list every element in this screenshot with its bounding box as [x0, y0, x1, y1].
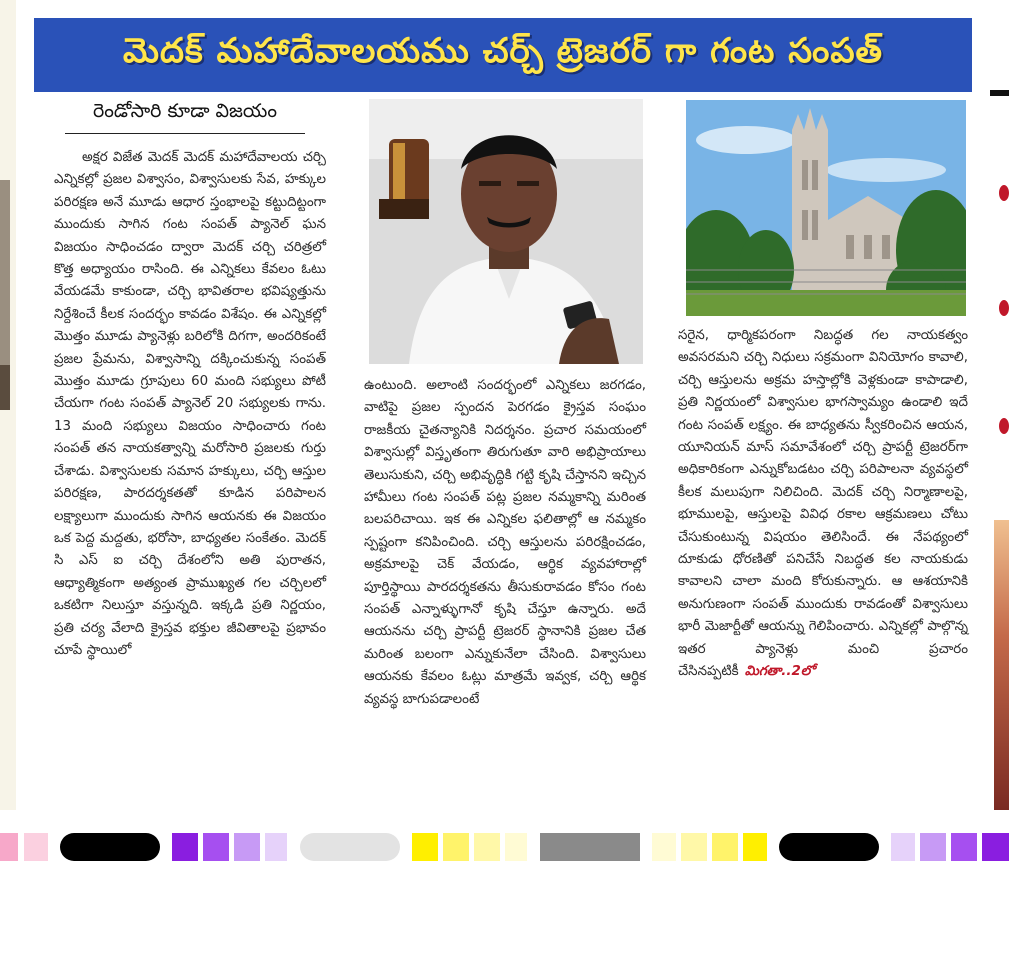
swatch — [779, 833, 879, 861]
swatch — [265, 833, 287, 861]
church-photo — [686, 100, 966, 316]
swatch — [982, 833, 1009, 861]
headline-banner — [34, 18, 972, 92]
adjacent-photo-slice-dark — [0, 365, 10, 410]
continued-marker: మిగతా..2లో — [744, 664, 815, 680]
color-registration-strip — [0, 833, 1009, 861]
adjacent-bullet — [999, 418, 1009, 434]
swatch — [920, 833, 946, 861]
swatch — [24, 833, 48, 861]
swatch — [681, 833, 707, 861]
swatch — [443, 833, 469, 861]
swatch — [891, 833, 915, 861]
subheadline: రెండోసారి కూడా విజయం — [65, 100, 305, 134]
adjacent-bullet — [999, 300, 1009, 316]
swatch — [652, 833, 676, 861]
adjacent-photo — [994, 520, 1009, 810]
left-page-edge — [0, 0, 16, 810]
swatch — [172, 833, 198, 861]
article-column-3 — [678, 325, 968, 684]
swatch — [505, 833, 527, 861]
swatch — [300, 833, 400, 861]
swatch — [474, 833, 500, 861]
adjacent-headline-fragment-2 — [990, 90, 1009, 156]
swatch — [203, 833, 229, 861]
swatch — [743, 833, 767, 861]
article-column-1: అక్షర విజేత మెదక్ మెదక్ మహాదేవాలయ చర్చి ఎన్నికల్లో ప్రజల విశ్వాసం, విశ్వాసులకు సేవ, హక్కుల పరిరక్షణ అనే మూడు ఆధార స్తంభాలపై కట్టుదిట్టంగా ముందుకు సాగిన గంట సంపత్ ప్యానెల్ ఘన విజయం సాధించడం ద్వారా మెదక్ చర్చి చరిత్రలో కొత్త అధ్యాయం రాసింది. ఈ ఎన్నికలు కేవలం ఓటు వేయడమే కాకుండా, చర్చి భావితరాల భవిష్యత్తును నిర్దేశించే కీలక సందర్భం కావడం విశేషం. ఈ ఎన్నికల్లో మొత్తం మూడు ప్యానెళ్లు బరిలోకి దిగగా, అందరికంటే ప్రజల ప్రేమను, విశ్వాసాన్ని దక్కించుకున్న సంపత్ మొత్తం మూడు గ్రూపులు 60 మంది సభ్యులు పోటీ చేయగా గంట సంపత్ ప్యానెల్ 20 సభ్యులకు గాను. 13 మంది సభ్యులు విజయం సాధించారు గంట సంపత్ తన నాయకత్వాన్ని మరోసారి ప్రజలకు గుర్తు చేశాడు. విశ్వాసులకు సమాన హక్కులు, చర్చి ఆస్తుల పరిరక్షణ, పారదర్శకతతో కూడిన పరిపాలన లక్ష్యాలుగా ముందుకు సాగిన ఆయనకు ఈ విజయం ఒక పెద్ద మద్దతు, భరోసా, బాధ్యతల సంకేతం. మెదక్ సి ఎస్ ఐ చర్చి దేశంలోని అతి పురాతన, ఆధ్యాత్మికంగా అత్యంత ప్రాముఖ్యత గల చర్చిలలో ఒకటిగా నిలుస్తూ వస్తున్నది. ఇక్కడి ప్రతి నిర్ణయం, ప్రతి చర్య వేలాది క్రైస్తవ భక్తుల జీవితాలపై ప్రభావం చూపే స్థాయిలో — [54, 150, 326, 658]
person-photo-illustration — [369, 99, 643, 364]
swatch — [540, 833, 640, 861]
adjacent-headline-fragment — [992, 30, 1009, 62]
adjacent-bullet — [999, 185, 1009, 201]
person-photo — [369, 99, 643, 364]
swatch — [0, 833, 18, 861]
swatch — [234, 833, 260, 861]
church-photo-illustration — [686, 100, 966, 316]
swatch — [60, 833, 160, 861]
swatch — [951, 833, 977, 861]
article-column-3-text: సరైన, ధార్మికపరంగా నిబద్ధత గల నాయకత్వం అవసరమని చర్చి నిధులు సక్రమంగా వినియోగం కావాలి, చర్చి ఆస్తులను అక్రమ హస్తాల్లోకి వెళ్లకుండా కాపాడాలి, ప్రతి నిర్ణయంలో విశ్వాసుల భాగస్వామ్యం ఉండాలి ఇదే గంట సంపత్ లక్ష్యం. ఈ బాధ్యతను స్వీకరించిన ఆయన, యూనియన్ మాస్ సమావేశంలో చర్చి ప్రాపర్టీ ట్రెజరర్‌గా అధికారికంగా ఎన్నుకోబడటం చర్చి పరిపాలనా వ్యవస్థలో కీలక మలుపుగా నిలిచింది. మెదక్ చర్చి నిర్మాణాలపై, భూములపై, ఆస్తులపై వివిధ రకాల ఆక్రమణలు చోటు చేసుకుంటున్న విషయం తెలిసిందే. ఈ నేపథ్యంలో దూకుడు ధోరణితో పనిచేసే నిబద్ధత కల నాయకుడు కావాలని చాలా మంది కోరుకున్నారు. ఆ ఆశయానికి అనుగుణంగా సంపత్ ముందుకు రావడంతో విశ్వాసులు భారీ మెజార్టీతో ఆయన్ను గెలిపించారు. ఎన్నికల్లో పాల్గొన్న ఇతర ప్యానెళ్లు మంచి ప్రచారం చేసినప్పటికీ — [678, 328, 968, 680]
swatch — [712, 833, 738, 861]
article-column-2: ఉంటుంది. అలాంటి సందర్భంలో ఎన్నికలు జరగడం, వాటిపై ప్రజల స్పందన పెరగడం క్రైస్తవ సంఘం రాజకీయ చైతన్యానికి నిదర్శనం. ప్రచార సమయంలో విశ్వాసుల్లో విస్తృతంగా తిరుగుతూ వారి అభిప్రాయాలు తెలుసుకుని, చర్చి అభివృద్ధికి గట్టి కృషి చేస్తానని ఇచ్చిన హామీలు గంట సంపత్ పట్ల ప్రజల నమ్మకాన్ని మరింత బలపరిచాయి. ఇక ఈ ఎన్నికల ఫలితాల్లో ఆ నమ్మకం స్పష్టంగా కనిపించింది. చర్చి ఆస్తులను పరిరక్షించడం, అక్రమాలపై చెక్ వేయడం, ఆర్థిక వ్యవహారాల్లో పూర్తిస్థాయి పారదర్శకతను తీసుకురావడం కోసం గంట సంపత్ ఎన్నాళ్ళుగానో కృషి చేస్తూ ఉన్నారు. అదే ఆయనను చర్చి ప్రాపర్టీ ట్రెజరర్ స్థానానికి ప్రజల చేత మరింత బలంగా ఎన్నుకునేలా చేసింది. విశ్వాసులు ఆయనకు కేవలం ఓట్లు మాత్రమే ఇవ్వక, చర్చి ఆర్థిక వ్యవస్థ బాగుపడాలంటే — [364, 378, 646, 707]
headline: మెదక్ మహాదేవాలయము చర్చ్ ట్రెజరర్ గా గంట సంపత్ — [123, 31, 883, 71]
swatch — [412, 833, 438, 861]
